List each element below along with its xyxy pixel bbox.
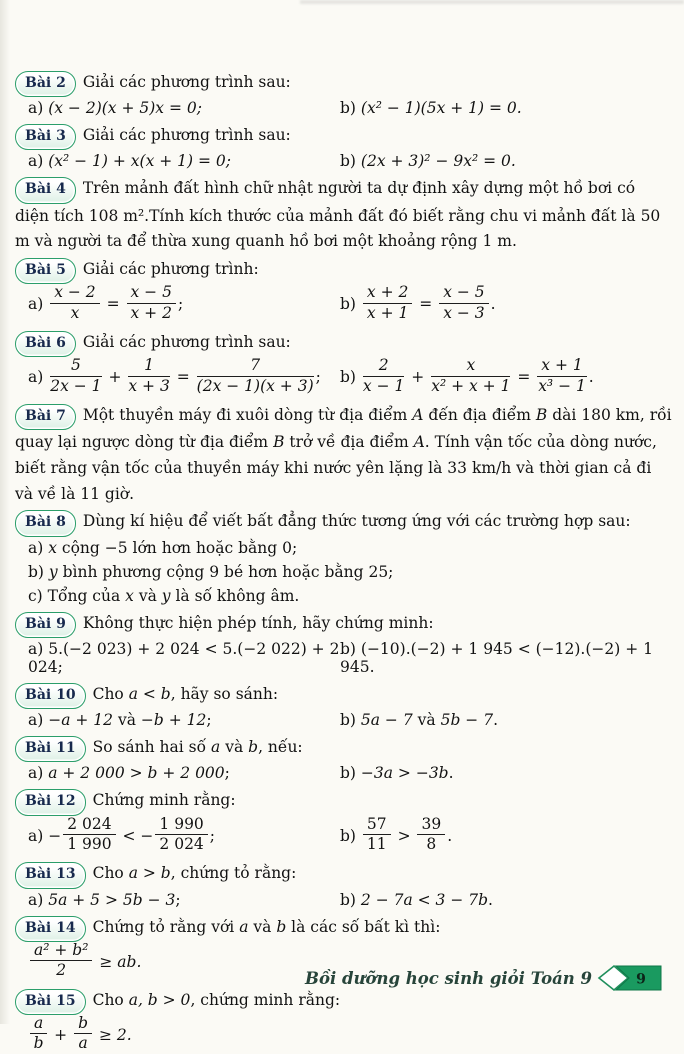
fraction (30, 942, 92, 980)
math-text: a > b (128, 864, 171, 883)
text: Giải các phương trình sau: (82, 126, 291, 145)
text: ; (206, 711, 212, 730)
fraction-numerator: 7 (197, 357, 314, 376)
fraction-denominator: (2x − 1)(x + 3) (196, 376, 314, 395)
exercise-heading (15, 682, 672, 709)
text: . (588, 368, 594, 387)
exercise-heading (15, 330, 672, 357)
exercise-item-a (28, 814, 340, 856)
fraction-denominator: x + 1 (366, 303, 409, 322)
exercise-item-a (28, 283, 340, 324)
math-text: a (239, 917, 249, 936)
exercise-bai-8 (15, 509, 672, 604)
exercise-item-a (28, 764, 340, 782)
text: Cho (92, 864, 129, 883)
text: là các số bất kì thì: (286, 917, 441, 936)
fraction (74, 1015, 92, 1053)
text: a) (28, 890, 49, 909)
math-text: b (276, 917, 287, 936)
text: . (490, 295, 496, 314)
math-text: −3a > −3b (360, 764, 449, 783)
fraction-denominator: a (78, 1034, 88, 1053)
text: và (248, 917, 277, 936)
text: ; (175, 890, 181, 909)
math-text: b (248, 738, 259, 757)
fraction (63, 816, 115, 854)
text: bình phương cộng 9 bé hơn hoặc bằng 25; (57, 562, 394, 581)
exercise-item-a (28, 891, 340, 909)
text: . (488, 890, 493, 909)
exercise-badge: Bài 10 (15, 683, 86, 709)
math-text: B (535, 406, 548, 425)
exercise-item-a (28, 711, 340, 729)
text: a) (28, 764, 49, 783)
exercise-badge: Bài 13 (15, 862, 86, 888)
text: Cho (92, 990, 129, 1009)
fraction-denominator: b (33, 1034, 44, 1053)
text: ; (177, 295, 184, 314)
fraction-numerator: a² + b² (30, 942, 92, 961)
text: Một thuyền máy đi xuôi dòng từ địa điểm (82, 406, 413, 425)
fraction-numerator: a (30, 1015, 47, 1034)
fraction (363, 357, 404, 395)
fraction-numerator: b (74, 1015, 92, 1034)
text: , nếu: (258, 738, 303, 757)
text: ; (209, 826, 216, 845)
fraction-numerator: 57 (363, 816, 391, 835)
exercise-item-b (340, 891, 672, 909)
text: Giải các phương trình sau: (82, 73, 291, 91)
math-text: + (103, 368, 127, 387)
text: Giải các phương trình sau: (82, 333, 291, 352)
fraction-denominator: x³ − 1 (538, 376, 586, 395)
exercise-items (15, 764, 672, 782)
text: Chứng tỏ rằng với (92, 917, 240, 936)
fraction-numerator: x + 2 (363, 284, 412, 303)
exercise-bai-4 (15, 176, 672, 255)
math-text: (x − 2)(x + 5)x = 0; (48, 99, 202, 118)
exercise-badge: Bài 7 (15, 404, 76, 430)
text: ; (315, 368, 321, 387)
math-text: −a + 12 (48, 711, 114, 730)
exercise-item-a (28, 640, 340, 676)
math-text: = (512, 368, 536, 387)
text: b) (340, 826, 361, 845)
math-text: ≥ 2. (94, 1025, 132, 1044)
math-text: a, b > 0 (128, 990, 191, 1009)
fraction-denominator: 1 990 (67, 834, 112, 853)
exercise-bai-15 (15, 988, 672, 1054)
exercise-item-b (340, 814, 672, 856)
text: Trên mảnh đất hình chữ nhật người ta dự định xây dựng một hồ bơi có diện tích 108 m².Tính kích thước của mảnh đất đó biết rằng chu vi mảnh đất là 50 m và người ta để thừa xung quanh hồ bơi một khoảng rộng 1 m. (15, 179, 661, 251)
exercise-item-row (28, 764, 672, 782)
exercise-heading (15, 611, 672, 638)
fraction-numerator: 1 (128, 357, 169, 376)
exercise-heading (15, 257, 672, 284)
exercise-items (15, 814, 672, 856)
exercise-items (15, 356, 672, 397)
exercise-item-row (28, 563, 672, 581)
fraction-denominator: 2 (56, 961, 67, 980)
exercise-item-full (28, 563, 672, 581)
math-text: = (171, 368, 195, 387)
exercise-badge: Bài 15 (15, 989, 86, 1015)
fraction-denominator: 8 (426, 834, 437, 853)
math-text: a (211, 738, 221, 757)
fraction-numerator: 2 024 (63, 816, 115, 835)
text: là số không âm. (170, 586, 300, 605)
text: . (448, 764, 454, 783)
math-text: (2x + 3)² − 9x² = 0. (360, 152, 516, 171)
exercise-item-b (340, 764, 672, 782)
exercise-item-row (28, 814, 672, 856)
exercise-item-row (28, 1013, 672, 1054)
exercise-heading (15, 176, 672, 255)
text: Cho (92, 684, 129, 703)
exercise-items (15, 99, 672, 117)
fraction-denominator: x² + x + 1 (431, 376, 511, 395)
math-text: 5a + 5 > 5b − 3 (48, 890, 176, 909)
text: , chứng tỏ rằng: (170, 864, 297, 883)
exercise-item-row (28, 356, 672, 397)
text: a) (28, 538, 49, 557)
text: Dùng kí hiệu để viết bất đẳng thức tương ứng với các trường hợp sau: (82, 512, 631, 531)
fraction-denominator: x (70, 303, 80, 322)
text: Chứng minh rằng: (92, 791, 236, 810)
text: b) (340, 152, 361, 171)
fraction (439, 284, 488, 322)
text: Không thực hiện phép tính, hãy chứng minh: (82, 613, 434, 632)
text: . (493, 711, 499, 730)
text: > (392, 826, 416, 845)
text: và (412, 711, 441, 730)
exercise-item-b (340, 283, 672, 324)
fraction (537, 357, 586, 395)
fraction-numerator: x − 5 (439, 284, 488, 303)
exercise-bai-7 (15, 403, 672, 507)
exercise-items (15, 152, 672, 170)
exercise-bai-6 (15, 330, 672, 397)
exercise-items (15, 891, 672, 909)
exercise-item-full (28, 587, 672, 605)
exercise-badge: Bài 8 (15, 510, 76, 536)
exercise-item-row (28, 640, 672, 676)
fraction-denominator: 11 (366, 834, 387, 853)
text: trở về địa điểm (284, 433, 414, 452)
text: b) (340, 99, 361, 118)
fraction (50, 284, 99, 322)
math-text: y (48, 562, 58, 581)
text: a) (28, 152, 49, 171)
exercise-item-a (28, 356, 340, 397)
book-title: Bồi dưỡng học sinh giỏi Toán 9 (305, 968, 592, 988)
exercise-item-full (28, 1013, 672, 1054)
text: . Tính vận tốc của dòng nước, biết rằng vận tốc của thuyền máy khi nước yên lặng là 33 km/h và thời gian cả đi và về là 11 giờ. (15, 433, 657, 503)
math-text: = (414, 295, 438, 314)
math-text: −b + 12 (140, 711, 207, 730)
exercise-badge: Bài 2 (15, 71, 76, 97)
exercise-bai-3 (15, 123, 672, 170)
text: b) (340, 295, 361, 314)
math-text: (x² − 1) + x(x + 1) = 0; (48, 152, 232, 171)
exercise-items (15, 539, 672, 605)
exercise-items (15, 640, 672, 676)
text: c) Tổng của (28, 586, 126, 605)
exercise-item-a (28, 152, 340, 170)
fraction-denominator: x + 3 (128, 376, 170, 395)
exercise-bai-13 (15, 861, 672, 908)
text: cộng −5 lớn hơn hoặc bằng 0; (56, 538, 298, 557)
exercise-item-b (340, 711, 672, 729)
text: a) (28, 368, 49, 387)
exercise-heading (15, 861, 672, 888)
exercise-heading (15, 403, 672, 507)
math-text: A (412, 406, 424, 425)
exercise-item-row (28, 711, 672, 729)
text: a) (28, 99, 49, 118)
exercise-items (15, 711, 672, 729)
text: . (447, 826, 453, 845)
exercise-heading (15, 788, 672, 815)
exercise-item-row (28, 152, 672, 170)
exercise-item-b (340, 356, 672, 397)
exercise-badge: Bài 6 (15, 331, 76, 357)
exercise-bai-11 (15, 735, 672, 782)
text: và (113, 711, 141, 730)
text: < − (117, 826, 154, 845)
exercise-item-row (28, 99, 672, 117)
fraction-denominator: x − 3 (443, 303, 485, 322)
math-text: y (161, 586, 171, 605)
exercise-heading (15, 915, 672, 942)
svg-text:9: 9 (636, 971, 646, 988)
text: a) − (28, 826, 62, 845)
fraction-numerator: 39 (417, 816, 445, 835)
exercise-badge: Bài 11 (15, 736, 86, 762)
text: , hãy so sánh: (170, 684, 279, 703)
text: a) (28, 711, 49, 730)
page-number-tag (596, 964, 662, 992)
exercise-bai-9 (15, 611, 672, 676)
exercise-item-row (28, 539, 672, 557)
exercise-bai-12 (15, 788, 672, 855)
exercise-item-row (28, 587, 672, 605)
text: , chứng minh rằng: (190, 990, 341, 1009)
exercise-badge: Bài 12 (15, 789, 86, 815)
text: Giải các phương trình: (82, 260, 259, 279)
math-text: + (49, 1025, 73, 1044)
page-footer (305, 964, 662, 992)
fraction (127, 284, 176, 322)
math-text: 5b − 7 (440, 711, 494, 730)
fraction-numerator: x − 5 (127, 284, 176, 303)
exercise-bai-2 (15, 70, 672, 117)
math-text: B (273, 433, 285, 452)
fraction (431, 357, 510, 395)
text: a) (28, 295, 49, 314)
math-text: x (125, 586, 134, 605)
text: b) (28, 562, 49, 581)
math-text: x (48, 538, 57, 557)
text: đến địa điểm (423, 406, 536, 425)
math-text: 2 − 7a < 3 − 7b (360, 890, 489, 909)
math-text: A (413, 433, 425, 452)
fraction-denominator: x − 1 (362, 376, 405, 395)
fraction-numerator: 1 990 (155, 816, 207, 835)
text: và (133, 586, 162, 605)
fraction (30, 1015, 47, 1053)
exercise-heading (15, 735, 672, 762)
math-text: = (101, 295, 125, 314)
math-text: ≥ ab. (94, 952, 142, 971)
text: a) 5.(−2 023) + 2 024 < 5.(−2 022) + 2 024; (28, 639, 340, 676)
math-text: + (406, 368, 430, 387)
fraction (363, 816, 391, 854)
page-tag-arrow-icon (596, 964, 662, 992)
exercise-items (15, 1013, 672, 1054)
fraction (50, 357, 101, 395)
fraction-numerator: x (431, 357, 510, 376)
fraction (128, 357, 169, 395)
fraction (363, 284, 412, 322)
text: ; (224, 764, 230, 783)
math-text: a < b (128, 684, 171, 703)
text: b) (340, 764, 361, 783)
text: và (220, 738, 249, 757)
exercise-bai-10 (15, 682, 672, 729)
exercise-item-row (28, 891, 672, 909)
exercise-items (15, 283, 672, 324)
text: dài 180 km, rồi quay lại ngược dòng từ địa điểm (15, 406, 672, 452)
fraction-denominator: 2 024 (159, 834, 204, 853)
fraction-numerator: 2 (363, 357, 404, 376)
exercise-badge: Bài 3 (15, 124, 76, 150)
text: b) (340, 711, 361, 730)
exercise-item-full (28, 539, 672, 557)
exercise-item-b (340, 152, 672, 170)
fraction-numerator: x + 1 (537, 357, 586, 376)
fraction (197, 357, 314, 395)
exercise-item-a (28, 99, 340, 117)
fraction (155, 816, 207, 854)
fraction (417, 816, 445, 854)
exercise-item-row (28, 283, 672, 324)
fraction-denominator: 2x − 1 (50, 376, 102, 395)
exercise-item-b (340, 99, 672, 117)
math-text: a + 2 000 > b + 2 000 (48, 764, 225, 783)
fraction-denominator: x + 2 (130, 303, 172, 322)
text: So sánh hai số (92, 738, 212, 757)
math-text: 5a − 7 (360, 711, 413, 730)
exercise-heading (15, 123, 672, 150)
text: b) (−10).(−2) + 1 945 < (−12).(−2) + 1 945. (340, 639, 654, 676)
text: b) (340, 368, 361, 387)
exercise-item-b (340, 640, 672, 676)
exercise-badge: Bài 14 (15, 916, 86, 942)
exercise-heading (15, 509, 672, 536)
exercise-badge: Bài 9 (15, 612, 76, 638)
exercise-badge: Bài 4 (15, 177, 76, 203)
exercise-badge: Bài 5 (15, 258, 76, 284)
fraction-numerator: x − 2 (50, 284, 99, 303)
math-text: (x² − 1)(5x + 1) = 0. (360, 99, 522, 118)
exercise-bai-5 (15, 257, 672, 324)
text: b) (340, 890, 361, 909)
fraction-numerator: 5 (50, 357, 101, 376)
exercise-heading (15, 70, 672, 97)
